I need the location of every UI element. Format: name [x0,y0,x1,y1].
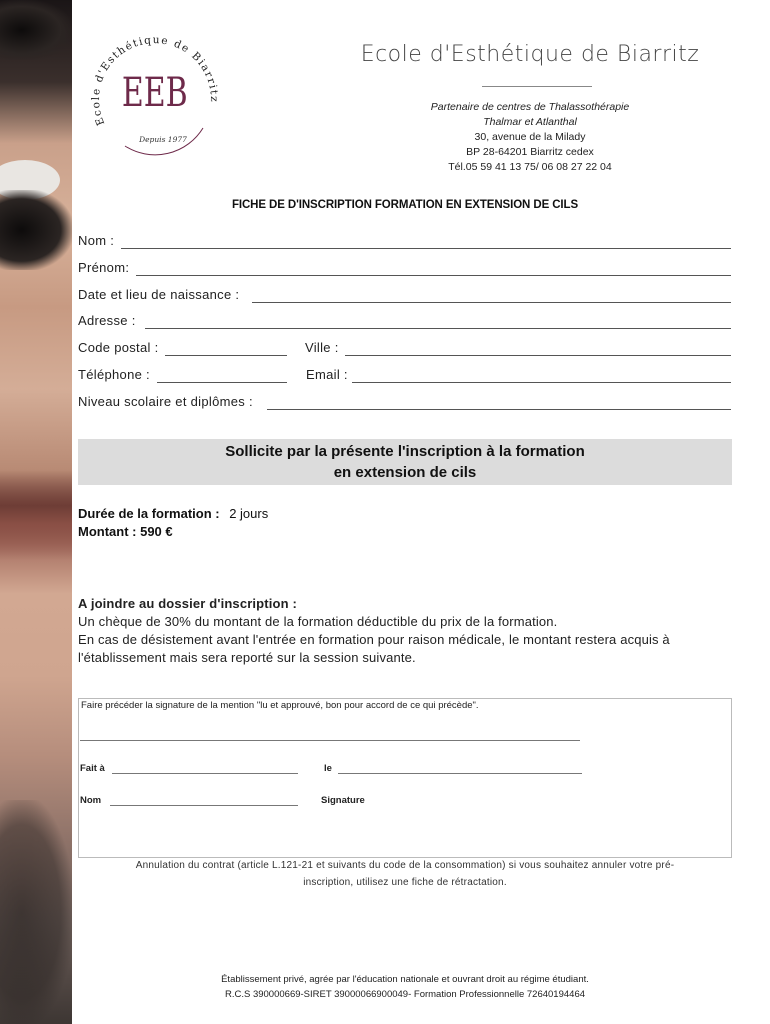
ville-field[interactable] [345,355,731,356]
adresse-label: Adresse : [78,313,136,328]
naissance-label: Date et lieu de naissance : [78,287,240,302]
signature-box [78,698,732,858]
ville-label: Ville : [305,340,339,355]
school-name: Ecole d'Esthétique de Biarritz [360,42,700,67]
nom-signature-field[interactable] [110,805,298,806]
dossier-line-2: En cas de désistement avant l'entrée en formation pour raison médicale, le montant restera acquis à [78,632,670,647]
logo-ring-text: Ecole d'Esthétique de Biarritz [89,34,221,128]
duree-row [78,506,268,521]
decorative-face-photo [0,0,72,1024]
annulation-line-2: inscription, utilisez une fiche de rétractation. [303,877,507,888]
request-banner [78,439,732,485]
nom-signature-label: Nom [80,795,102,806]
phone: Tél.05 59 41 13 75/ 06 08 27 22 04 [448,161,612,173]
nom-field[interactable] [121,248,731,249]
form-heading: FICHE DE D'INSCRIPTION FORMATION EN EXTENSION DE CILS [231,199,579,211]
mention-instruction: Faire précéder la signature de la mention "lu et approuvé, bon pour accord de ce qui précède". [81,700,479,711]
email-field[interactable] [352,382,731,383]
montant: Montant : 590 € [78,524,173,539]
logo-monogram: EEB [121,69,188,117]
niveau-field[interactable] [267,409,731,410]
niveau-label: Niveau scolaire et diplômes : [78,394,253,409]
annulation-line-1: Annulation du contrat (article L.121-21 et suivants du code de la consommation) si vous souhaitez annuler votre pré- [135,860,675,871]
duree-label: Durée de la formation : [78,506,220,521]
prenom-label: Prénom: [78,260,130,275]
telephone-field[interactable] [157,382,287,383]
naissance-field[interactable] [252,302,731,303]
partner-line: Partenaire de centres de Thalassothérapie [430,101,630,113]
address: 30, avenue de la Milady [474,131,586,143]
code-postal-field[interactable] [165,355,287,356]
footer-line-1: Établissement privé, agrée par l'éducation nationale et ouvrant droit au régime étudiant. [221,974,589,985]
logo-since: Depuis 1977 [139,135,187,144]
signature-label: Signature [321,795,365,806]
le-label: le [324,763,332,774]
banner-line-2: en extension de cils [333,464,477,481]
dossier-title: A joindre au dossier d'inscription : [78,596,297,611]
fait-a-field[interactable] [112,773,298,774]
dossier-line-1: Un chèque de 30% du montant de la formation déductible du prix de la formation. [78,614,558,629]
dossier-line-3: l'établissement mais sera reporté sur la session suivante. [78,650,416,665]
school-logo [85,18,225,158]
adresse-field[interactable] [145,328,731,329]
partner-names: Thalmar et Atlanthal [483,116,577,128]
mention-line[interactable] [80,740,580,741]
prenom-field[interactable] [136,275,731,276]
fait-a-label: Fait à [80,763,105,774]
date-field[interactable] [338,773,582,774]
postal-address: BP 28-64201 Biarritz cedex [466,146,594,158]
code-postal-label: Code postal : [78,340,159,355]
telephone-label: Téléphone : [78,367,150,382]
title-divider [482,86,592,87]
nom-label: Nom : [78,233,115,248]
banner-line-1: Sollicite par la présente l'inscription à la formation [225,443,585,460]
footer-line-2: R.C.S 390000669-SIRET 39000066900049- Formation Professionnelle 72640194464 [224,989,586,1000]
email-label: Email : [306,367,348,382]
duree-value: 2 jours [229,506,269,521]
